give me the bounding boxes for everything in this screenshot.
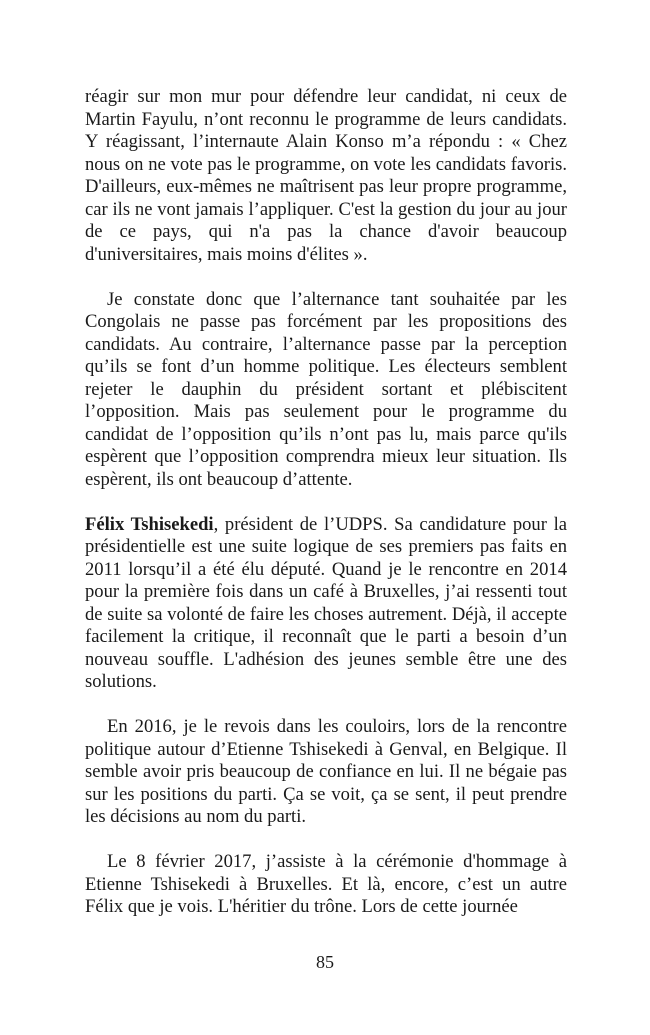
paragraph-4-text: En 2016, je le revois dans les couloirs, lors de la rencontre politique autour d’Etienne Tshisekedi à Genval, en Belgique. Il semble avoir pris beaucoup de confiance en lui. Il ne bégaie pas sur les positions du parti. Ça se voit, ça se sent, il peut prendre les décisions au nom du parti. <box>85 716 567 827</box>
paragraph-3-bold-name: Félix Tshisekedi <box>85 513 214 535</box>
paragraph-1-text: réagir sur mon mur pour défendre leur candidat, ni ceux de Martin Fayulu, n’ont reconnu le programme de leurs candidats. Y réagissant, l’internaute Alain Konso m’a répondu : « Chez nous on ne vote pas le programme, on vote les candidats favoris. D'ailleurs, eux-mêmes ne maîtrisent pas leur propre programme, car ils ne vont jamais l’appliquer. C'est la gestion du jour au jour de ce pays, qui n'a pas la chance d'avoir beaucoup d'universitaires, mais moins d'élites ». <box>85 86 567 265</box>
paragraph-3-text: , président de l’UDPS. Sa candidature pour la présidentielle est une suite logique de ses premiers pas faits en 2011 lorsqu’il a été élu député. Quand je le rencontre en 2014 pour la première fois dans un café à Bruxelles, j’ai ressenti tout de suite sa volonté de faire les choses autrement. Déjà, il accepte facilement la critique, il reconnaît que le parti a besoin d’un nouveau souffle. L'adhésion des jeunes semble être une des solutions. <box>85 513 567 692</box>
page-body <box>85 86 567 941</box>
paragraph-5-text: Le 8 février 2017, j’assiste à la cérémonie d'hommage à Etienne Tshisekedi à Bruxelles. Et là, encore, c’est un autre Félix que je vois. L'héritier du trône. Lors de cette journée <box>85 851 567 917</box>
paragraph-3 <box>85 514 567 694</box>
paragraph-2 <box>85 289 567 492</box>
paragraph-1 <box>85 86 567 266</box>
paragraph-5 <box>85 851 567 919</box>
page-number: 85 <box>316 952 334 972</box>
paragraph-4 <box>85 716 567 829</box>
paragraph-2-text: Je constate donc que l’alternance tant souhaitée par les Congolais ne passe pas forcément par les propositions des candidats. Au contraire, l’alternance passe par la perception qu’ils se font d’un homme politique. Les électeurs semblent rejeter le dauphin du président sortant et plébiscitent l’opposition. Mais pas seulement pour le programme du candidat de l’opposition qu’ils n’ont pas lu, mais parce qu'ils espèrent que l’opposition comprendra mieux leur situation. Ils espèrent, ils ont beaucoup d’attente. <box>85 288 567 490</box>
